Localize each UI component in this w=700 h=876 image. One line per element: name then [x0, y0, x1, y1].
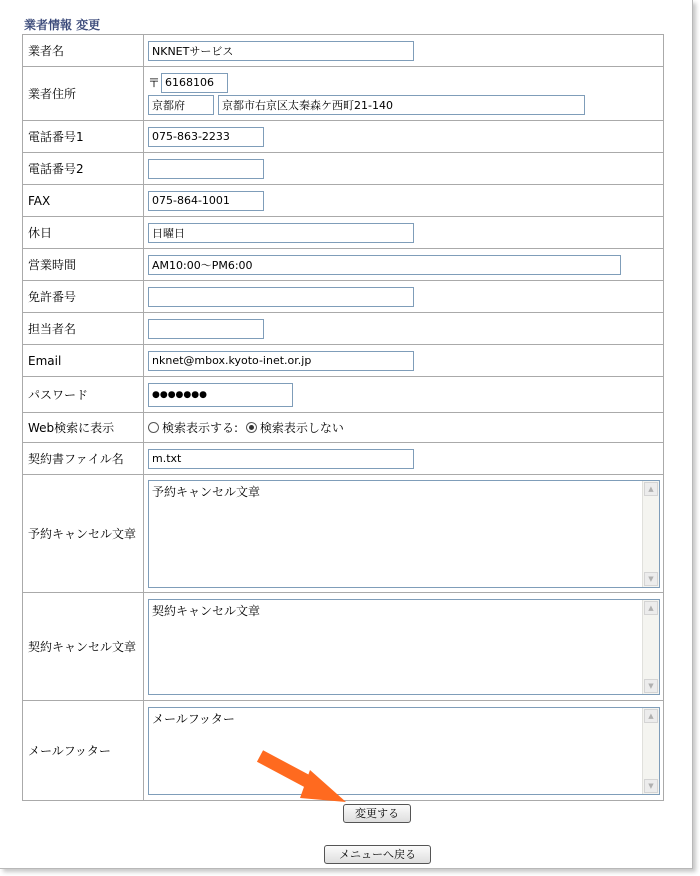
holiday-input[interactable]	[148, 223, 414, 243]
password-label: パスワード	[23, 377, 144, 413]
phone2-input[interactable]	[148, 159, 264, 179]
hours-input[interactable]	[148, 255, 621, 275]
vendor-name-input[interactable]	[148, 41, 414, 61]
license-label: 免許番号	[23, 281, 144, 313]
back-to-menu-button[interactable]: メニューへ戻る	[324, 845, 431, 864]
contract-cancel-label: 契約キャンセル文章	[23, 593, 144, 701]
password-input[interactable]	[148, 383, 293, 407]
fax-label: FAX	[23, 185, 144, 217]
contract-file-input[interactable]	[148, 449, 414, 469]
vendor-form-table	[22, 34, 664, 801]
mail-footer-textarea[interactable]	[149, 708, 643, 794]
fax-input[interactable]	[148, 191, 264, 211]
contract-file-label: 契約書ファイル名	[23, 443, 144, 475]
phone2-label: 電話番号2	[23, 153, 144, 185]
reservation-cancel-scrollbar[interactable]	[642, 481, 659, 587]
web-search-show-option[interactable]	[148, 419, 238, 436]
vendor-name-label: 業者名	[23, 35, 144, 67]
phone1-input[interactable]	[148, 127, 264, 147]
scroll-down-icon[interactable]: ▼	[644, 779, 658, 793]
reservation-cancel-label: 予約キャンセル文章	[23, 475, 144, 593]
email-input[interactable]	[148, 351, 414, 371]
contract-cancel-textarea[interactable]	[149, 600, 643, 694]
arrow-pointer-icon	[254, 748, 350, 808]
email-label: Email	[23, 345, 144, 377]
contract-cancel-scrollbar[interactable]	[642, 600, 659, 694]
scroll-up-icon[interactable]: ▲	[644, 601, 658, 615]
contract-cancel-box	[148, 599, 660, 695]
mail-footer-scrollbar[interactable]	[642, 708, 659, 794]
address-label: 業者住所	[23, 67, 144, 121]
prefecture-input[interactable]	[148, 95, 214, 115]
show-radio-label: 検索表示する:	[162, 421, 239, 435]
submit-change-button[interactable]: 変更する	[343, 804, 411, 823]
page-title: 業者情報 変更	[24, 18, 101, 32]
hide-radio[interactable]	[246, 422, 257, 433]
hide-radio-label: 検索表示しない	[259, 421, 344, 435]
scroll-down-icon[interactable]: ▼	[644, 572, 658, 586]
license-input[interactable]	[148, 287, 414, 307]
scroll-up-icon[interactable]: ▲	[644, 482, 658, 496]
phone1-label: 電話番号1	[23, 121, 144, 153]
web-search-hide-option[interactable]	[246, 419, 344, 436]
postal-mark: 〒	[148, 76, 161, 90]
holiday-label: 休日	[23, 217, 144, 249]
scroll-down-icon[interactable]: ▼	[644, 679, 658, 693]
contact-person-input[interactable]	[148, 319, 264, 339]
hours-label: 営業時間	[23, 249, 144, 281]
zip-input[interactable]	[161, 73, 228, 93]
scroll-up-icon[interactable]: ▲	[644, 709, 658, 723]
mail-footer-box	[148, 707, 660, 795]
contact-person-label: 担当者名	[23, 313, 144, 345]
web-search-label: Web検索に表示	[23, 413, 144, 443]
mail-footer-label: メールフッター	[23, 701, 144, 801]
reservation-cancel-box	[148, 480, 660, 588]
reservation-cancel-textarea[interactable]	[149, 481, 643, 587]
show-radio[interactable]	[148, 422, 159, 433]
street-address-input[interactable]	[218, 95, 585, 115]
